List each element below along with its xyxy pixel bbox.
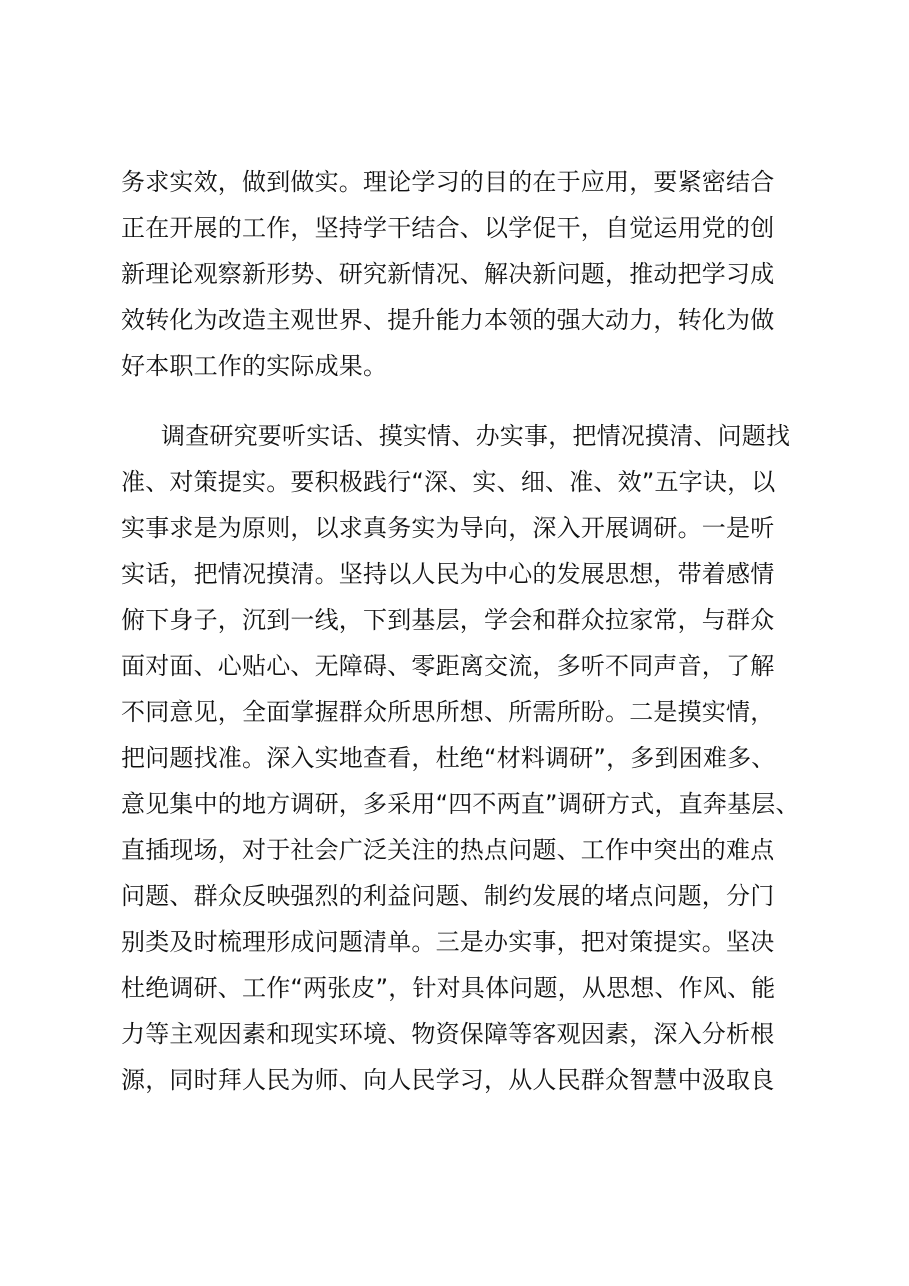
- paragraph-2-line-13: 杜绝调研、工作“两张皮”，针对具体问题，从思想、作风、能: [121, 974, 776, 1002]
- paragraph-2-line-12: 别类及时梳理形成问题清单。三是办实事，把对策提实。坚决: [121, 928, 775, 956]
- paragraph-2-line-4: 实话，把情况摸清。坚持以人民为中心的发展思想，带着感情: [121, 560, 775, 588]
- paragraph-2-line-11: 问题、群众反映强烈的利益问题、制约发展的堵点问题，分门: [121, 882, 775, 910]
- paragraph-1-line-5: 好本职工作的实际成果。: [121, 352, 388, 380]
- paragraph-1-line-4: 效转化为改造主观世界、提升能力本领的强大动力，转化为做: [121, 306, 775, 334]
- paragraph-2-line-6: 面对面、心贴心、无障碍、零距离交流，多听不同声音，了解: [121, 652, 775, 680]
- paragraph-2-line-2: 准、对策提实。要积极践行“深、实、细、准、效”五字诀，以: [121, 468, 776, 496]
- paragraph-2-line-5: 俯下身子，沉到一线，下到基层，学会和群众拉家常，与群众: [121, 606, 775, 634]
- paragraph-2-line-14: 力等主观因素和现实环境、物资保障等客观因素，深入分析根: [121, 1020, 775, 1048]
- paragraph-2-line-10: 直插现场，对于社会广泛关注的热点问题、工作中突出的难点: [121, 836, 775, 864]
- paragraph-2-line-3: 实事求是为原则，以求真务实为导向，深入开展调研。一是听: [121, 514, 775, 542]
- paragraph-1-line-2: 正在开展的工作，坚持学干结合、以学促干，自觉运用党的创: [121, 214, 775, 242]
- paragraph-2-line-9: 意见集中的地方调研，多采用“四不两直”调研方式，直奔基层、: [121, 790, 800, 818]
- paragraph-2-line-1: 调查研究要听实话、摸实情、办实事，把情况摸清、问题找: [161, 422, 791, 450]
- paragraph-1-line-3: 新理论观察新形势、研究新情况、解决新问题，推动把学习成: [121, 260, 775, 288]
- paragraph-1-line-1: 务求实效，做到做实。理论学习的目的在于应用，要紧密结合: [121, 168, 775, 196]
- paragraph-2-line-8: 把问题找准。深入实地查看，杜绝“材料调研”，多到困难多、: [121, 744, 776, 772]
- paragraph-2-line-15: 源，同时拜人民为师、向人民学习，从人民群众智慧中汲取良: [121, 1066, 775, 1094]
- paragraph-2-line-7: 不同意见，全面掌握群众所思所想、所需所盼。二是摸实情，: [121, 698, 775, 726]
